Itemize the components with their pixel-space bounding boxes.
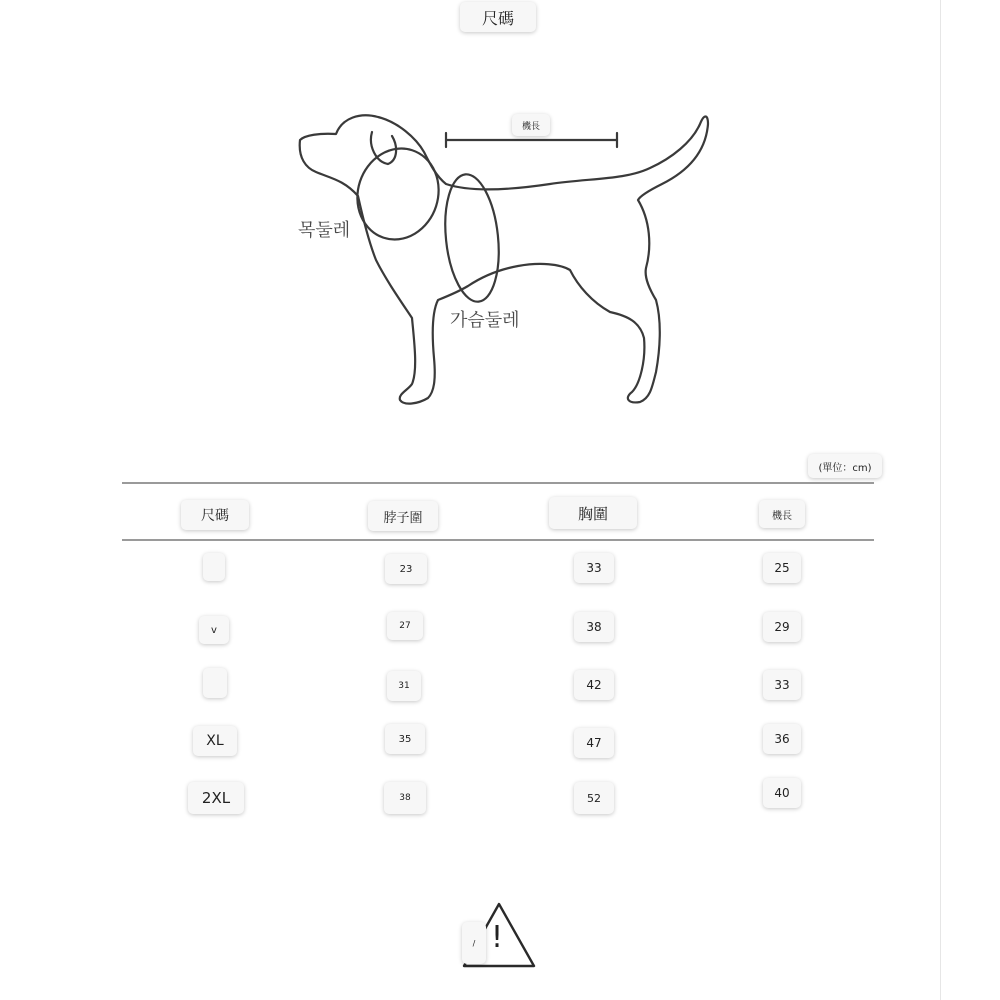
size-cell [203, 553, 225, 581]
header-neck: 脖子圍 [368, 501, 438, 531]
chest-cell: 47 [574, 728, 614, 758]
neck-label: 목둘레 [298, 220, 351, 241]
chest-cell: 33 [574, 553, 614, 583]
chest-cell: 42 [574, 670, 614, 700]
chest-cell: 38 [574, 612, 614, 642]
header-length: 機長 [759, 500, 805, 528]
dog-outline [300, 115, 708, 403]
neck-cell: 23 [385, 554, 427, 584]
length-cell: 29 [763, 612, 801, 642]
neck-cell: 27 [387, 612, 423, 640]
size-cell: v [199, 616, 229, 644]
length-cell: 36 [763, 724, 801, 754]
neck-ring [346, 138, 451, 250]
warning-chip: / [462, 922, 486, 964]
header-chest: 胸圍 [549, 497, 637, 529]
length-cell: 40 [763, 778, 801, 808]
chest-label: 가슴둘레 [450, 310, 520, 331]
length-label: 機長 [512, 114, 550, 136]
header-size: 尺碼 [181, 500, 249, 530]
size-cell: 2XL [188, 782, 244, 814]
neck-cell: 31 [387, 671, 421, 701]
warning-mark: ! [491, 920, 504, 955]
neck-cell: 38 [384, 782, 426, 814]
length-cell: 25 [763, 553, 801, 583]
neck-cell: 35 [385, 724, 425, 754]
table-header-rule [122, 539, 874, 541]
size-cell: XL [193, 726, 237, 756]
table-top-rule [122, 482, 874, 484]
size-cell [203, 668, 227, 698]
chest-cell: 52 [574, 782, 614, 814]
page-title: 尺碼 [460, 2, 536, 32]
dog-size-diagram [0, 0, 1000, 440]
unit-note: (單位：cm) [808, 454, 882, 478]
length-cell: 33 [763, 670, 801, 700]
